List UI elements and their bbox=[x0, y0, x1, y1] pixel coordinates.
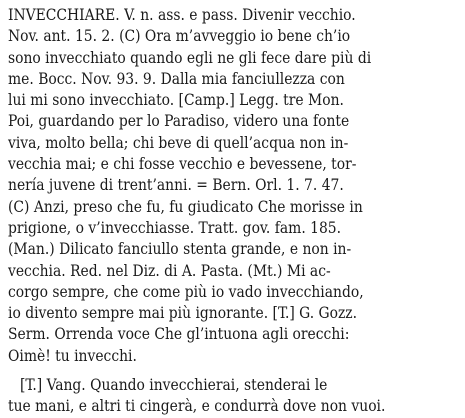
entry-line: Nov. ant. 15. 2. (C) Ora m’avveggio io bene ch’io bbox=[8, 27, 351, 46]
entry-line: (Man.) Dilicato fanciullo stenta grande, e non in- bbox=[8, 240, 352, 259]
entry-line: vecchia mai; e chi fosse vecchio e bevessene, tor- bbox=[8, 155, 357, 174]
entry-line: Poi, guardando per lo Paradiso, videro una fonte bbox=[8, 112, 350, 131]
entry-line: (C) Anzi, preso che fu, fu giudicato Che morisse in bbox=[8, 197, 363, 216]
sub-entry-line: [T.] Vang. Quando invecchierai, stenderai le bbox=[19, 376, 328, 395]
entry-line: Serm. Orrenda voce Che gl’intuona agli orecchi: bbox=[8, 325, 350, 344]
entry-line: me. Bocc. Nov. 93. 9. Dalla mia fanciullezza con bbox=[8, 69, 345, 88]
entry-line: viva, molto bella; chi beve di quell’acqua non in- bbox=[8, 133, 349, 152]
entry-line: vecchia. Red. nel Diz. di A. Pasta. (Mt.) Mi ac- bbox=[8, 261, 331, 280]
entry-line: lui mi sono invecchiato. [Camp.] Legg. tre Mon. bbox=[8, 91, 344, 110]
entry-line: Oimè! tu invecchi. bbox=[8, 346, 137, 365]
paragraph-gap bbox=[8, 367, 460, 375]
entry-line: sono invecchiato quando egli ne gli fece dare più di bbox=[8, 48, 372, 67]
sub-entry-line: tue mani, e altri ti cingerà, e condurrà dove non vuoi. bbox=[8, 397, 386, 416]
entry-line: io divento sempre mai più ignorante. [T.] G. Gozz. bbox=[8, 304, 358, 323]
entry-line: corgo sempre, che come più io vado invecchiando, bbox=[8, 282, 364, 301]
dictionary-entry bbox=[8, 5, 460, 418]
entry-line: nería juvene di trent’anni. = Bern. Orl. 1. 7. 47. bbox=[8, 176, 344, 195]
entry-line: prigione, o v’invecchiasse. Tratt. gov. fam. 185. bbox=[8, 218, 342, 237]
entry-line: INVECCHIARE. V. n. ass. e pass. Divenir vecchio. bbox=[8, 6, 356, 24]
